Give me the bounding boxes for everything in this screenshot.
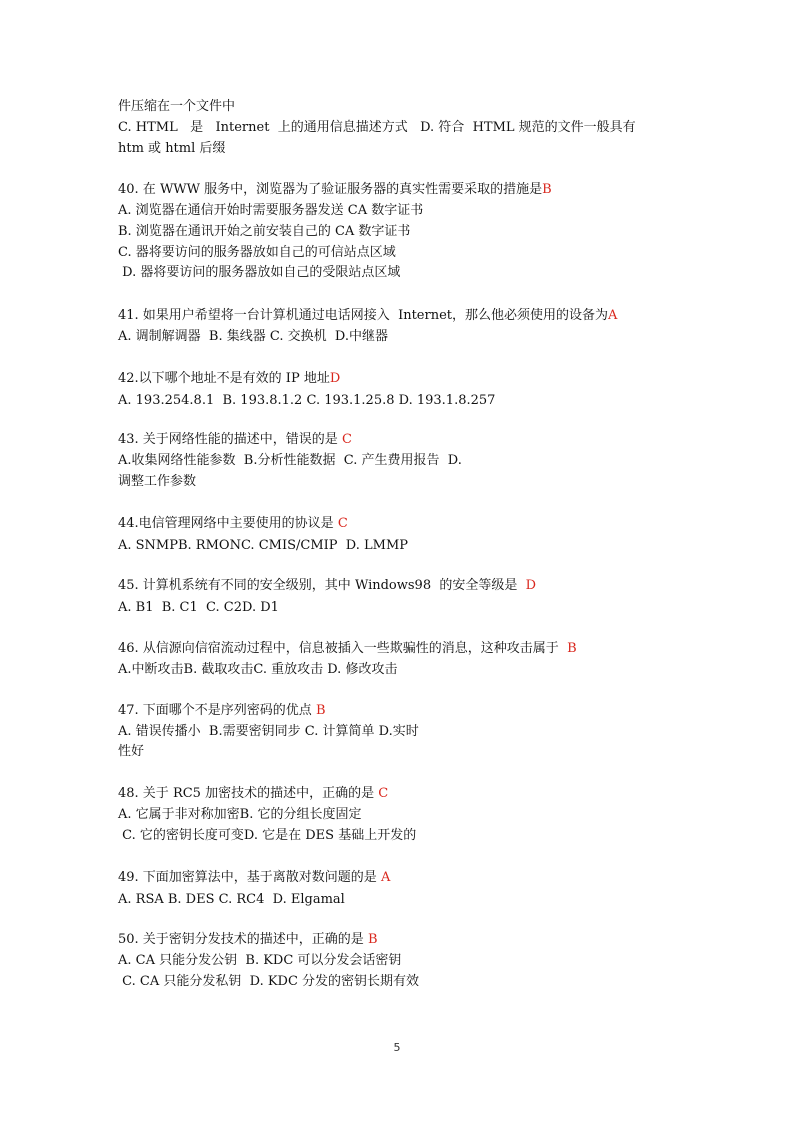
- question-41-answer: A: [608, 308, 618, 323]
- question-40-answer: B: [542, 182, 552, 197]
- question-45-stem: 45. 计算机系统有不同的安全级别，其中 Windows98 的安全等级是 D: [118, 578, 537, 593]
- question-42-answer: D: [329, 371, 341, 386]
- question-40-option: A. 浏览器在通信开始时需要服务器发送 CA 数字证书: [118, 203, 424, 218]
- question-40-option: B. 浏览器在通讯开始之前安装自己的 CA 数字证书: [118, 224, 411, 239]
- question-41-option: A. 调制解调器 B. 集线器 C. 交换机 D.中继器: [118, 329, 388, 344]
- question-47-stem: 47. 下面哪个不是序列密码的优点 B: [118, 703, 326, 718]
- question-50-option: A. CA 只能分发公钥 B. KDC 可以分发会话密钥: [118, 953, 402, 968]
- question-44-option: A. SNMPB. RMONC. CMIS/CMIP D. LMMP: [118, 538, 408, 553]
- question-48-stem: 48. 关于 RC5 加密技术的描述中，正确的是 C: [118, 786, 389, 801]
- question-41-stem: 41. 如果用户希望将一台计算机通过电话网接入 Internet，那么他必须使用的设备为A: [118, 308, 618, 323]
- question-42-option: A. 193.254.8.1 B. 193.8.1.2 C. 193.1.25.8 D. 193.1.8.257: [118, 393, 496, 408]
- question-50-answer: B: [367, 932, 378, 947]
- question-42-stem: 42.以下哪个地址不是有效的 IP 地址D: [118, 371, 341, 386]
- question-45-answer: D: [525, 578, 537, 593]
- question-46-stem: 46. 从信源向信宿流动过程中，信息被插入一些欺骗性的消息，这种攻击属于 B: [118, 641, 577, 656]
- question-40-option: C. 器将要访问的服务器放如自己的可信站点区域: [118, 245, 396, 260]
- question-47-option: 性好: [118, 744, 145, 759]
- question-48-answer: C: [378, 786, 389, 801]
- question-49-answer: A: [380, 870, 391, 885]
- question-44-stem: 44.电信管理网络中主要使用的协议是 C: [118, 516, 348, 531]
- question-43-option: A.收集网络性能参数 B.分析性能数据 C. 产生费用报告 D.: [118, 453, 462, 468]
- question-45-option: A. B1 B. C1 C. C2D. D1: [118, 600, 279, 615]
- intro-line-3: htm 或 html 后缀: [118, 141, 226, 156]
- question-46-option: A.中断攻击B. 截取攻击C. 重放攻击 D. 修改攻击: [118, 662, 398, 677]
- question-44-answer: C: [337, 516, 348, 531]
- question-43-stem: 43. 关于网络性能的描述中，错误的是 C: [118, 432, 352, 447]
- intro-line-2: C. HTML 是 Internet 上的通用信息描述方式 D. 符合 HTML 规范的文件一般具有: [118, 120, 636, 135]
- question-50-stem: 50. 关于密钥分发技术的描述中，正确的是 B: [118, 932, 378, 947]
- intro-line-1: 件压缩在一个文件中: [118, 99, 236, 114]
- question-47-option: A. 错误传播小 B.需要密钥同步 C. 计算简单 D.实时: [118, 724, 419, 739]
- page-number: 5: [393, 1041, 401, 1054]
- question-40-stem: 40. 在 WWW 服务中，浏览器为了验证服务器的真实性需要采取的措施是B: [118, 182, 552, 197]
- question-48-option: A. 它属于非对称加密B. 它的分组长度固定: [118, 807, 362, 822]
- question-43-answer: C: [341, 432, 352, 447]
- question-49-stem: 49. 下面加密算法中，基于离散对数问题的是 A: [118, 870, 391, 885]
- question-43-option: 调整工作参数: [118, 474, 197, 489]
- question-47-answer: B: [315, 703, 326, 718]
- question-49-option: A. RSA B. DES C. RC4 D. Elgamal: [118, 892, 345, 907]
- question-46-answer: B: [567, 641, 577, 656]
- question-40-option: D. 器将要访问的服务器放如自己的受限站点区域: [118, 265, 401, 280]
- question-50-option: C. CA 只能分发私钥 D. KDC 分发的密钥长期有效: [118, 974, 420, 989]
- question-48-option: C. 它的密钥长度可变D. 它是在 DES 基础上开发的: [118, 828, 417, 843]
